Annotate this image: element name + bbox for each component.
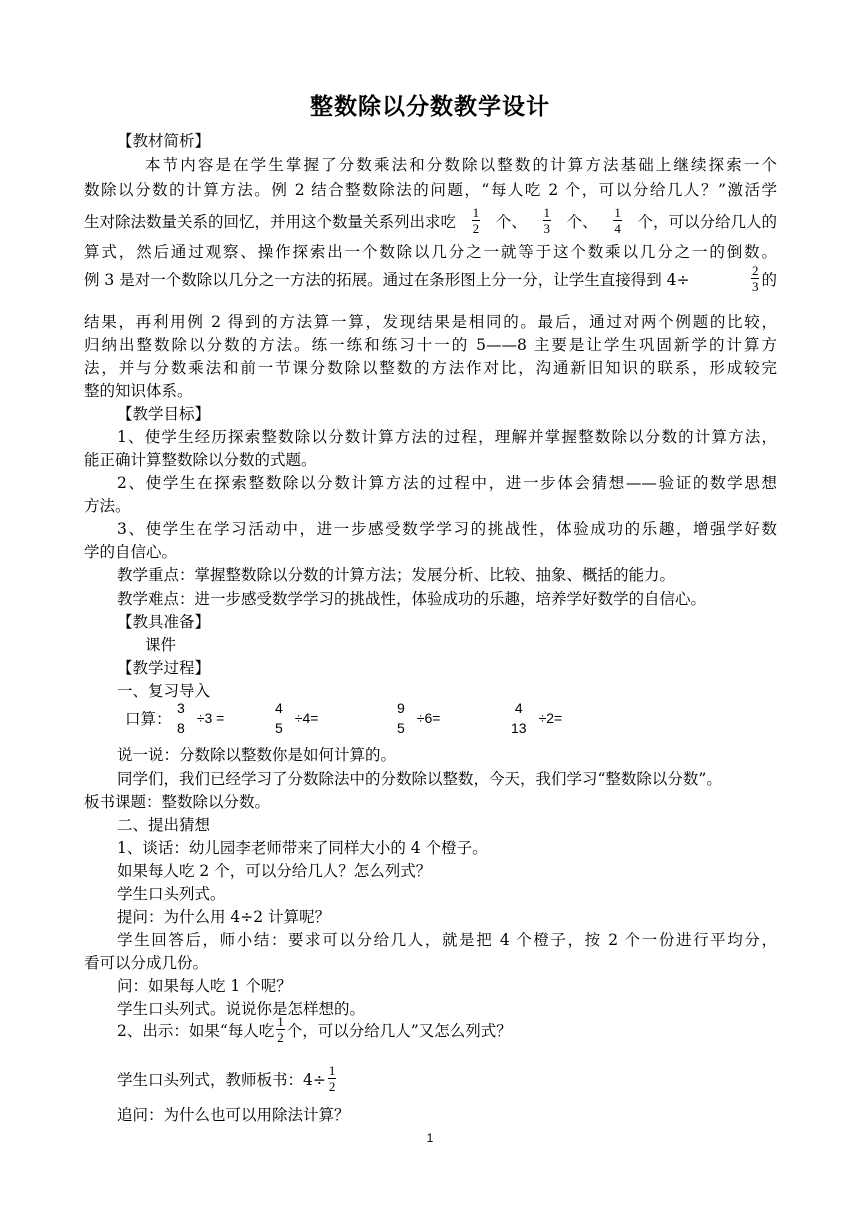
goal-line: 方法。 bbox=[84, 497, 131, 515]
section-heading-teaching-aids: 【教具准备】 bbox=[117, 613, 211, 631]
paragraph-line-fractions bbox=[84, 205, 777, 236]
text-segment: 个，可以分给几人的 bbox=[637, 212, 777, 231]
oral-fraction: 4 13 bbox=[511, 700, 527, 736]
paragraph-line: 学生口头列式。说说你是怎样想的。 bbox=[117, 1000, 366, 1018]
paragraph-line: 算式，然后通过观察、操作探索出一个数除以几分之一就等于这个数乘以几分之一的倒数。 bbox=[84, 243, 777, 261]
subsection-review: 一、复习导入 bbox=[117, 682, 211, 700]
paragraph-line: 归纳出整数除以分数的方法。练一练和练习十一的 5——8 主要是让学生巩固新学的计算方 bbox=[84, 336, 777, 354]
page-number: 1 bbox=[426, 1131, 434, 1145]
paragraph-line: 结果，再利用例 2 得到的方法算一算，发现结果是相同的。最后，通过对两个例题的比较， bbox=[84, 313, 777, 331]
oral-problem-4 bbox=[509, 696, 562, 740]
oral-problem-2 bbox=[273, 696, 318, 740]
oral-operation: ÷3 = bbox=[196, 710, 225, 726]
fraction-one-half: $\frac{1}{2}$ bbox=[277, 1014, 284, 1045]
paragraph-line: 学生回答后，师小结：要求可以分给几人，就是把 4 个橙子，按 2 个一份进行平均分， bbox=[117, 931, 777, 949]
paragraph-line: 问：如果每人吃 1 个呢？ bbox=[117, 977, 292, 995]
section-heading-teaching-process: 【教学过程】 bbox=[117, 659, 211, 677]
goal-line: 能正确计算整数除以分数的式题。 bbox=[84, 451, 317, 469]
paragraph-line: 看可以分成几份。 bbox=[84, 954, 209, 972]
paragraph-line-fraction bbox=[84, 263, 777, 294]
oral-label bbox=[125, 696, 172, 740]
oral-operation: ÷6= bbox=[416, 710, 441, 726]
oral-problem-1 bbox=[175, 696, 224, 740]
oral-operation: ÷4= bbox=[294, 710, 319, 726]
fraction-one-quarter: $\frac{1}{4}$ bbox=[614, 205, 621, 236]
teaching-difficulty: 教学难点：进一步感受数学学习的挑战性，体验成功的乐趣，培养学好数学的自信心。 bbox=[117, 590, 707, 608]
fraction-one-third: $\frac{1}{3}$ bbox=[543, 205, 550, 236]
text-segment bbox=[749, 263, 777, 294]
fraction-one-half: $\frac{1}{2}$ bbox=[328, 1063, 336, 1094]
document-title: 整数除以分数教学设计 bbox=[310, 94, 550, 120]
paragraph-line: 同学们，我们已经学习了分数除法中的分数除以整数，今天，我们学习“整数除以分数”。 bbox=[117, 770, 722, 788]
teaching-aid-item: 课件 bbox=[145, 636, 177, 654]
paragraph-line: 整的知识体系。 bbox=[84, 382, 193, 400]
oral-problem-3 bbox=[395, 696, 440, 740]
goal-line: 1、使学生经历探索整数除以分数计算方法的过程，理解并掌握整数除以分数的计算方法， bbox=[117, 428, 777, 446]
oral-calculation-row bbox=[125, 696, 765, 740]
teaching-key-point: 教学重点：掌握整数除以分数的计算方法；发展分析、比较、抽象、概括的能力。 bbox=[117, 566, 676, 584]
paragraph-line: 如果每人吃 2 个，可以分给几人？怎么列式？ bbox=[117, 862, 432, 880]
text-segment: 个、 bbox=[495, 212, 527, 231]
oral-fraction: 4 5 bbox=[275, 700, 283, 736]
text-segment: 个、 bbox=[566, 212, 598, 231]
oral-fraction: 3 8 bbox=[177, 700, 185, 736]
paragraph-line: 数除以分数的计算方法。例 2 结合整数除法的问题，“每人吃 2 个，可以分给几人？”激活学 bbox=[84, 181, 777, 199]
goal-line: 3、使学生在学习活动中，进一步感受数学学习的挑战性，体验成功的乐趣，增强学好数 bbox=[117, 520, 777, 538]
fraction-two-thirds: $\frac{2}{3}$ bbox=[751, 263, 759, 294]
text-segment: 2、出示：如果“每人吃 bbox=[117, 1021, 275, 1040]
text-segment: 生对除法数量关系的回忆，并用这个数量关系列出求吃 bbox=[84, 212, 457, 231]
oral-operation: ÷2= bbox=[538, 710, 563, 726]
paragraph-line: 法，并与分数乘法和前一节课分数除以整数的方法作对比，沟通新旧知识的联系，形成较完 bbox=[84, 359, 777, 377]
subsection-conjecture: 二、提出猜想 bbox=[117, 816, 211, 834]
goal-line: 2、使学生在探索整数除以分数计算方法的过程中，进一步体会猜想——验证的数学思想 bbox=[117, 474, 777, 492]
paragraph-line-fraction bbox=[117, 1014, 512, 1045]
text-segment: 的 bbox=[761, 270, 777, 289]
goal-line: 学的自信心。 bbox=[84, 543, 178, 561]
text-segment: 学生口头列式，教师板书：4÷ bbox=[117, 1070, 326, 1089]
paragraph-line: 学生口头列式。 bbox=[117, 885, 226, 903]
paragraph-line-fraction bbox=[117, 1063, 338, 1094]
paragraph-line: 说一说：分数除以整数你是如何计算的。 bbox=[117, 746, 397, 764]
section-heading-teaching-goals: 【教学目标】 bbox=[117, 405, 211, 423]
text-segment: 例 3 是对一个数除以几分之一方法的拓展。通过在条形图上分一分，让学生直接得到 4÷ bbox=[84, 270, 690, 289]
paragraph-line: 板书课题：整数除以分数。 bbox=[84, 793, 271, 811]
paragraph-line: 追问：为什么也可以用除法计算？ bbox=[117, 1106, 350, 1124]
oral-label-text: 口算： bbox=[125, 710, 172, 728]
paragraph-line: 提问：为什么用 4÷2 计算呢？ bbox=[117, 908, 331, 926]
text-segment: 个，可以分给几人”又怎么列式？ bbox=[286, 1021, 512, 1040]
paragraph-line: 1、谈话：幼儿园李老师带来了同样大小的 4 个橙子。 bbox=[117, 839, 488, 857]
section-heading-textbook-analysis: 【教材简析】 bbox=[117, 132, 211, 150]
paragraph-line: 本节内容是在学生掌握了分数乘法和分数除以整数的计算方法基础上继续探索一个 bbox=[145, 156, 777, 174]
oral-fraction: 9 5 bbox=[397, 700, 405, 736]
fraction-one-half: $\frac{1}{2}$ bbox=[472, 205, 480, 236]
